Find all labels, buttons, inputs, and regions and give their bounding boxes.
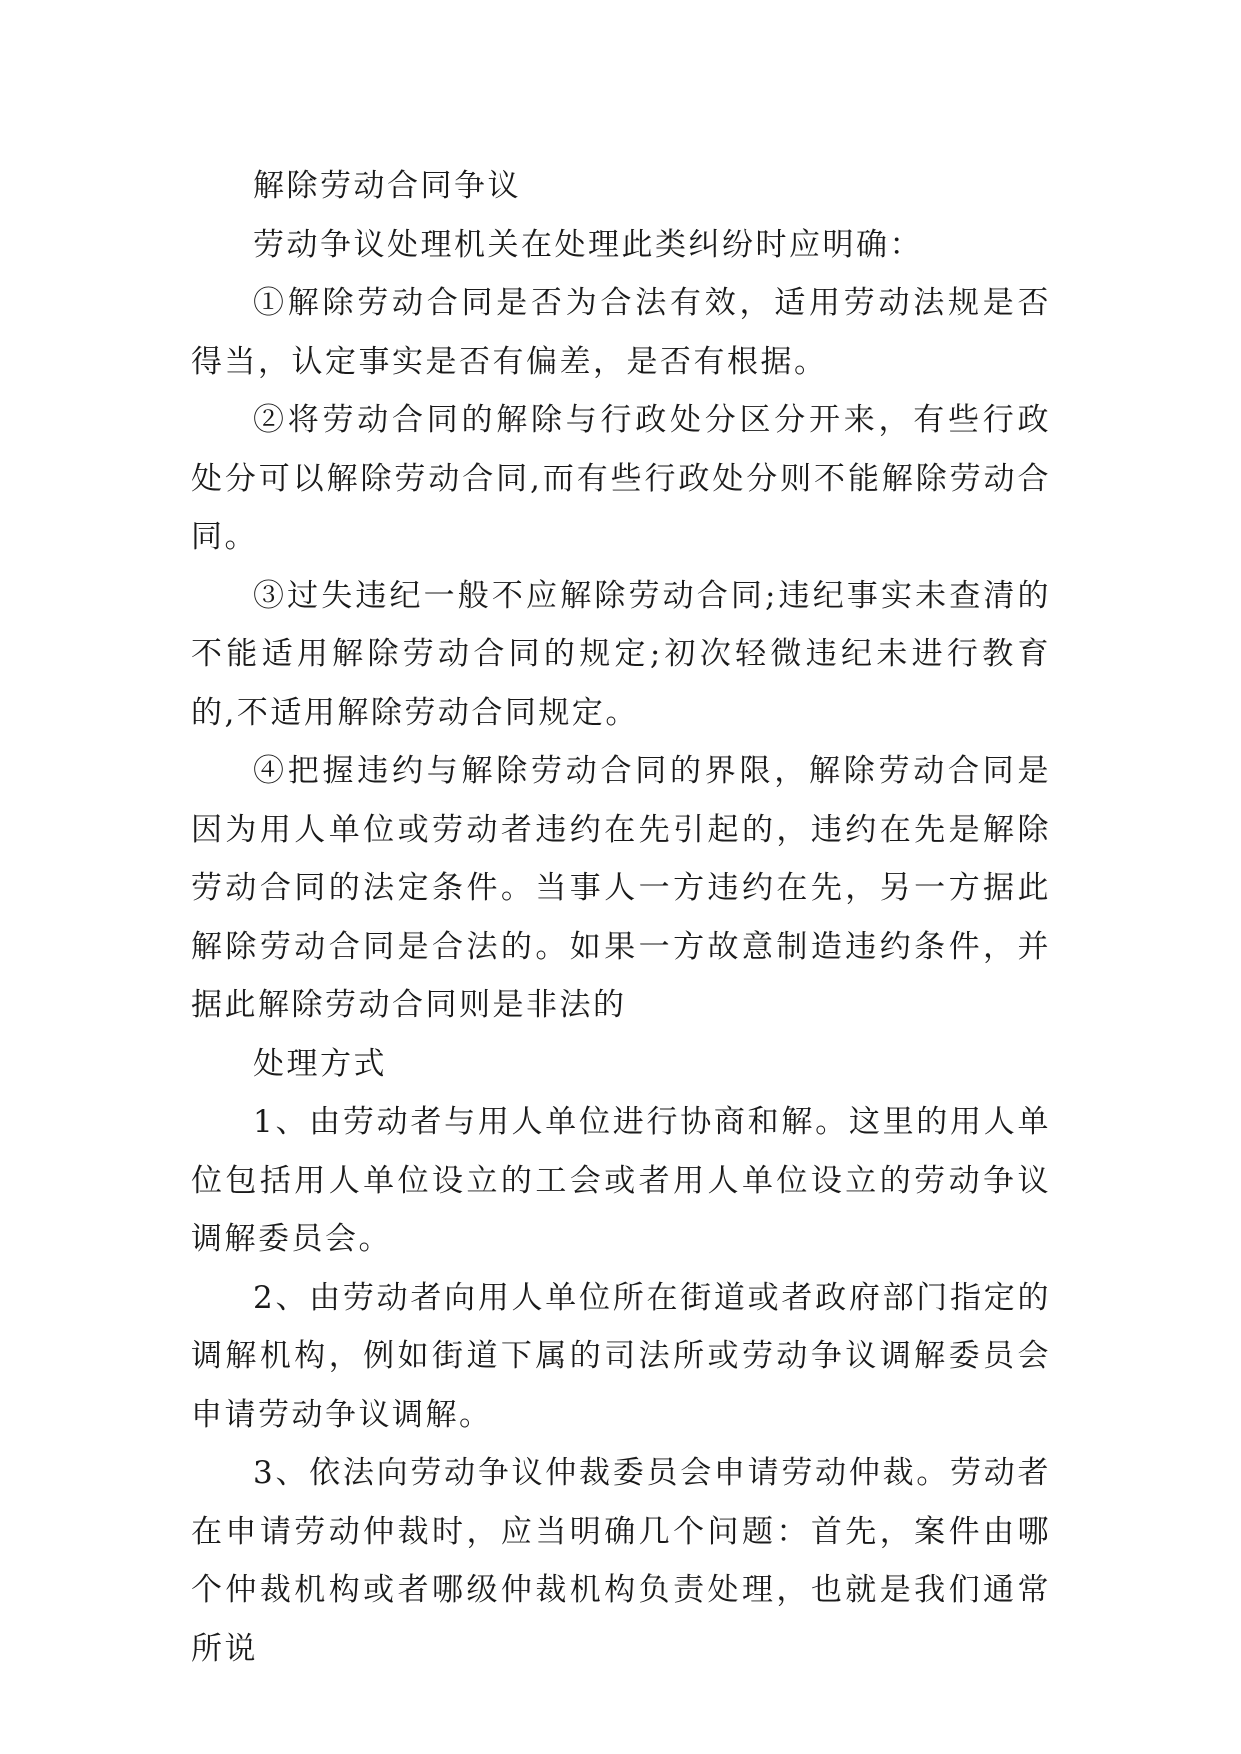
section-heading-dispute: 解除劳动合同争议 <box>253 168 521 204</box>
paragraph-point-1: ①解除劳动合同是否为合法有效，适用劳动法规是否得当，认定事实是否有偏差，是否有根据。 <box>191 285 1051 380</box>
document-body <box>191 157 1051 1678</box>
paragraph-method-1: 1、由劳动者与用人单位进行协商和解。这里的用人单位包括用人单位设立的工会或者用人单位设立的劳动争议调解委员会。 <box>191 1104 1051 1257</box>
paragraph-method-3: 3、依法向劳动争议仲裁委员会申请劳动仲裁。劳动者在申请劳动仲裁时，应当明确几个问题：首先，案件由哪个仲裁机构或者哪级仲裁机构负责处理，也就是我们通常所说 <box>191 1455 1051 1667</box>
paragraph-method-2: 2、由劳动者向用人单位所在街道或者政府部门指定的调解机构，例如街道下属的司法所或劳动争议调解委员会申请劳动争议调解。 <box>191 1279 1051 1433</box>
paragraph-point-2: ②将劳动合同的解除与行政处分区分开来，有些行政处分可以解除劳动合同,而有些行政处分则不能解除劳动合同。 <box>191 402 1051 555</box>
paragraph-point-4: ④把握违约与解除劳动合同的界限，解除劳动合同是因为用人单位或劳动者违约在先引起的，违约在先是解除劳动合同的法定条件。当事人一方违约在先，另一方据此解除劳动合同是合法的。如果一方故意制造违约条件，并据此解除劳动合同则是非法的 <box>191 753 1051 1023</box>
paragraph-intro: 劳动争议处理机关在处理此类纠纷时应明确： <box>253 226 923 263</box>
section-heading-methods: 处理方式 <box>253 1045 387 1082</box>
paragraph-point-3: ③过失违纪一般不应解除劳动合同;违纪事实未查清的不能适用解除劳动合同的规定;初次轻微违纪未进行教育的,不适用解除劳动合同规定。 <box>191 577 1051 731</box>
